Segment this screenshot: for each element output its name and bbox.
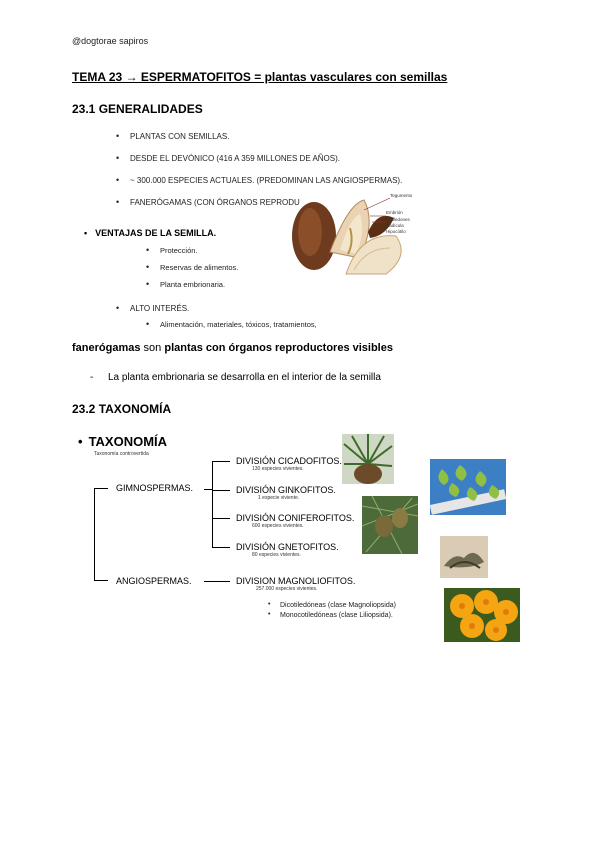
- section-heading-generalidades: 23.1 GENERALIDADES: [72, 102, 203, 116]
- bracket-main-vertical: [94, 488, 95, 580]
- cycad-photo: [342, 434, 394, 484]
- list-item: • DESDE EL DEVÓNICO (416 A 359 MILLONES DE AÑOS).: [116, 154, 402, 163]
- conifer-photo: [362, 496, 418, 554]
- alto-interes-list: [116, 304, 189, 313]
- fanerogamas-connector: son: [143, 342, 162, 354]
- ventajas-label: • VENTAJAS DE LA SEMILLA.: [84, 228, 216, 238]
- list-item: • Reservas de alimentos.: [146, 263, 238, 272]
- ventajas-list: [146, 246, 238, 297]
- fanerogamas-definition: [72, 342, 393, 354]
- taxonomia-title: • TAXONOMÍA: [78, 434, 167, 449]
- seed-label-radicula: Radícula: [386, 223, 404, 228]
- bracket-gimno-1: [212, 461, 230, 462]
- angiosperm-classes-list: [268, 602, 396, 622]
- bracket-gimno-4: [212, 547, 230, 548]
- seed-label-tegumento: Tegumento: [390, 193, 413, 198]
- bracket-gimno-vertical: [212, 461, 213, 547]
- list-item: • ~ 300.000 ESPECIES ACTUALES. (PREDOMINAN LAS ANGIOSPERMAS).: [116, 176, 402, 185]
- division-gnetofitos: DIVISIÓN GNETOFITOS. 80 especies vivientes.: [236, 542, 339, 558]
- group-angiospermas: ANGIOSPERMAS.: [116, 576, 192, 586]
- author-handle: @dogtorae sapiros: [72, 36, 149, 46]
- list-item: • Alimentación, materiales, tóxicos, tratamientos,: [146, 320, 317, 329]
- list-item: • Planta embrionaria.: [146, 280, 238, 289]
- fanerogamas-definition-text: plantas con órganos reproductores visibles: [164, 342, 393, 354]
- embryo-note-text: La planta embrionaria se desarrolla en el interior de la semilla: [108, 372, 381, 383]
- list-item: • PLANTAS CON SEMILLAS.: [116, 132, 402, 141]
- list-item: • ALTO INTERÉS.: [116, 304, 189, 313]
- list-item: • Protección.: [146, 246, 238, 255]
- bracket-gimno-connector: [204, 489, 212, 490]
- section-heading-taxonomia: 23.2 TAXONOMÍA: [72, 402, 172, 416]
- fanerogamas-term: fanerógamas: [72, 342, 141, 354]
- alto-interes-sublist: [146, 320, 317, 337]
- division-coniferofitos: DIVISIÓN CONIFEROFITOS. 600 especies vivientes.: [236, 513, 355, 529]
- seed-label-embrion: Embrión: [386, 210, 403, 215]
- bracket-main-top: [94, 488, 108, 489]
- division-ginkofitos: DIVISIÓN GINKOFITOS. 1 especie viviente.: [236, 485, 336, 501]
- bracket-main-bottom: [94, 580, 108, 581]
- division-magnoliofitos: DIVISION MAGNOLIOFITOS. 257.000 especies vivientes.: [236, 576, 356, 592]
- list-item: • FANERÓGAMAS (CON ÓRGANOS REPRODU: [116, 198, 402, 207]
- seed-label-lines: [360, 196, 390, 232]
- bracket-gimno-3: [212, 518, 230, 519]
- seed-label-hipocotilo: Hipocótilo: [386, 229, 406, 234]
- embryo-note: - La planta embrionaria se desarrolla en el interior de la semilla: [90, 372, 381, 383]
- division-cicadofitos: DIVISIÓN CICADOFITOS. 130 especies vivientes.: [236, 456, 342, 472]
- gnetophyte-photo: [440, 536, 488, 578]
- ginkgo-photo: [430, 459, 506, 515]
- group-gimnospermas: GIMNOSPERMAS.: [116, 483, 194, 493]
- bracket-angio-connector: [204, 581, 230, 582]
- bracket-gimno-2: [212, 490, 230, 491]
- seed-label-cotiledones: Cotiledones: [386, 217, 410, 222]
- page-title: TEMA 23 → ESPERMATOFITOS = plantas vasculares con semillas: [72, 70, 448, 84]
- list-item: • Dicotiledóneas (clase Magnoliopsida): [268, 602, 396, 609]
- taxonomia-subtitle: Taxonomía controvertida: [94, 451, 149, 457]
- flower-photo: [444, 588, 520, 642]
- list-item: • Monocotiledóneas (clase Liliopsida).: [268, 612, 396, 619]
